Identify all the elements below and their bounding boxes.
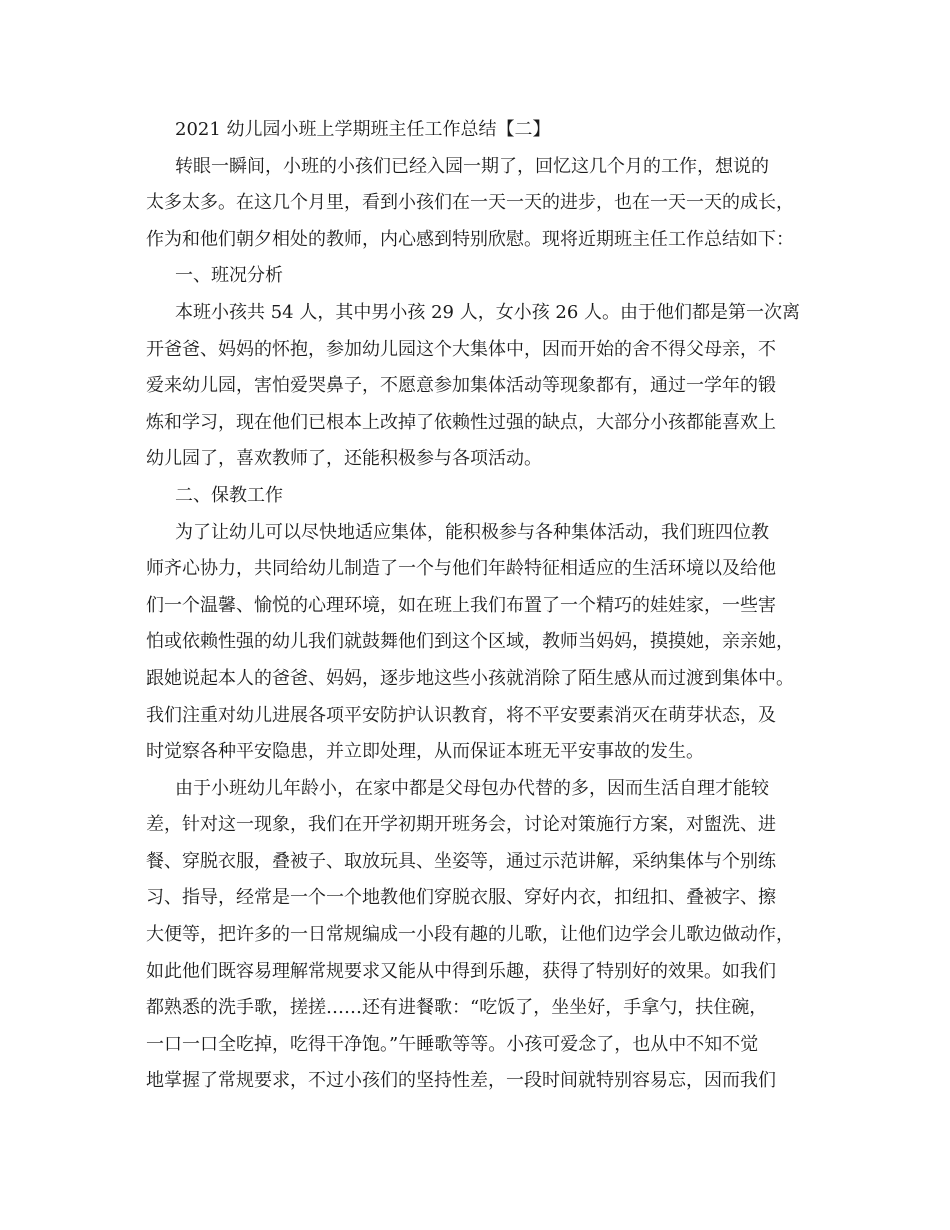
document-body <box>146 112 806 1100</box>
text-line: 炼和学习，现在他们已根本上改掉了依赖性过强的缺点，大部分小孩都能喜欢上 <box>146 411 776 433</box>
text-line: 都熟悉的洗手歌，搓搓……还有进餐歌：“吃饭了，坐坐好，手拿勺，扶住碗， <box>146 997 768 1019</box>
text-line: 转眼一瞬间，小班的小孩们已经入园一期了，回忆这几个月的工作，想说的 <box>175 155 769 177</box>
text-line: 差，针对这一现象，我们在开学初期开班务会，讨论对策施行方案，对盥洗、进 <box>146 814 776 836</box>
text-line: 作为和他们朝夕相处的教师，内心感到特别欣慰。现将近期班主任工作总结如下： <box>146 228 794 250</box>
text-line: 我们注重对幼儿进展各项平安防护认识教育，将不平安要素消灭在萌芽状态，及 <box>146 704 776 726</box>
text-line: 跟她说起本人的爸爸、妈妈，逐步地这些小孩就消除了陌生感从而过渡到集体中。 <box>146 667 794 689</box>
section-heading-class-analysis: 一、班况分析 <box>175 265 283 287</box>
text-line: 太多太多。在这几个月里，看到小孩们在一天一天的进步，也在一天一天的成长， <box>146 192 794 214</box>
text-line: 一口一口全吃掉，吃得干净饱。”午睡歌等等。小孩可爱念了，也从中不知不觉 <box>146 1033 759 1055</box>
text-line: 大便等，把许多的一日常规编成一小段有趣的儿歌，让他们边学会儿歌边做动作， <box>146 924 794 946</box>
text-line: 由于小班幼儿年龄小，在家中都是父母包办代替的多，因而生活自理才能较 <box>175 777 769 799</box>
document-title: 2021 幼儿园小班上学期班主任工作总结【二】 <box>175 119 551 140</box>
text-line: 开爸爸、妈妈的怀抱，参加幼儿园这个大集体中，因而开始的舍不得父母亲，不 <box>146 338 776 360</box>
text-line: 如此他们既容易理解常规要求又能从中得到乐趣，获得了特别好的效果。如我们 <box>146 960 776 982</box>
text-line: 习、指导，经常是一个一个地教他们穿脱衣服、穿好内衣，扣纽扣、叠被字、擦 <box>146 887 776 909</box>
section-heading-care-education: 二、保教工作 <box>175 484 283 506</box>
text-line: 为了让幼儿可以尽快地适应集体，能积极参与各种集体活动，我们班四位教 <box>175 521 769 543</box>
text-line: 爱来幼儿园，害怕爱哭鼻子，不愿意参加集体活动等现象都有，通过一学年的锻 <box>146 375 776 397</box>
text-line: 时觉察各种平安隐患，并立即处理，从而保证本班无平安事故的发生。 <box>146 741 704 763</box>
text-line: 师齐心协力，共同给幼儿制造了一个与他们年龄特征相适应的生活环境以及给他 <box>146 558 776 580</box>
text-line: 餐、穿脱衣服，叠被子、取放玩具、坐姿等，通过示范讲解，采纳集体与个别练 <box>146 850 776 872</box>
text-line: 本班小孩共 54 人，其中男小孩 29 人，女小孩 26 人。由于他们都是第一次离 <box>175 301 801 323</box>
text-line: 们一个温馨、愉悦的心理环境，如在班上我们布置了一个精巧的娃娃家，一些害 <box>146 594 776 616</box>
text-line: 幼儿园了，喜欢教师了，还能积极参与各项活动。 <box>146 448 542 470</box>
text-line: 地掌握了常规要求，不过小孩们的坚持性差，一段时间就特别容易忘，因而我们 <box>146 1070 776 1092</box>
text-line: 怕或依赖性强的幼儿我们就鼓舞他们到这个区域，教师当妈妈，摸摸她，亲亲她， <box>146 631 794 653</box>
